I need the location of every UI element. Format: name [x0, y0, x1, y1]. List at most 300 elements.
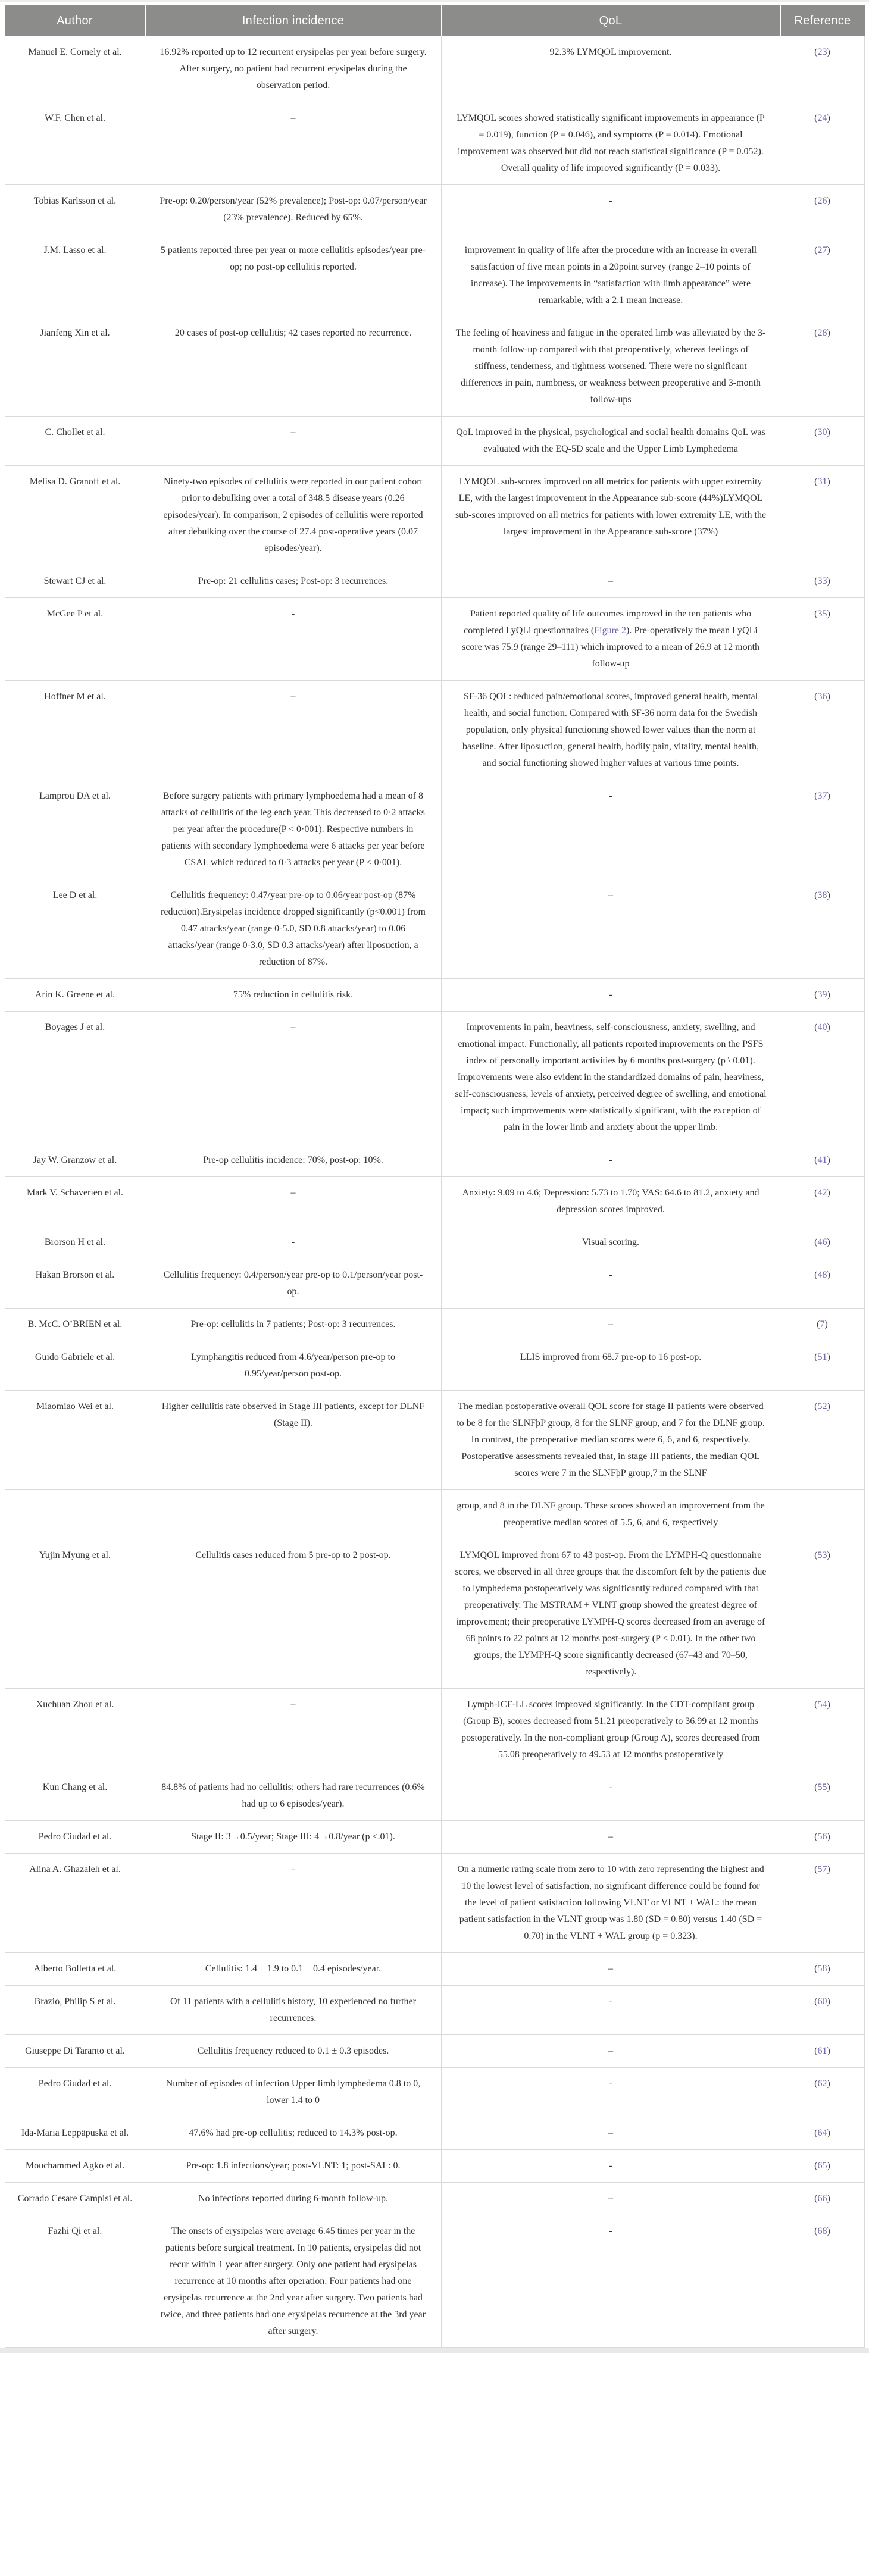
qol-text: - [609, 1155, 612, 1165]
qol-text: improvement in quality of life after the procedure with an increase in overall satisfaction of five mean points in a 20point survey (range 2–10 points of increase). The improvements in “satisfaction with limb appearance” were remarkable, with a 2.1 mean increase. [464, 245, 757, 305]
reference-paren-open: ( [814, 2193, 818, 2203]
qol-text: – [608, 1964, 613, 1974]
qol-text: LYMQOL improved from 67 to 43 post-op. From the LYMPH-Q questionnaire scores, we observed in all three groups that the discomfort felt by the patients due to lymphedema postoperatively was significantly reduced compared with that preoperatively. The MSTRAM + VLNT group showed the greatest degree of improvement; their preoperative LYMPH-Q scores decreased from an average of 68 points to 22 points at 12 months post-surgery (P < 0.01). In the other two groups, the LYMPH-Q score significantly decreased (67–43 and 70–50, respectively). [455, 1550, 767, 1677]
infection-incidence-text: Lymphangitis reduced from 4.6/year/person pre-op to 0.95/year/person post-op. [190, 1352, 395, 1379]
author-cell [5, 1953, 145, 1986]
infection-incidence-text: – [290, 1188, 296, 1198]
reference-link[interactable]: 58 [817, 1964, 827, 1974]
reference-link[interactable]: 39 [817, 990, 827, 1000]
reference-cell [780, 1177, 865, 1226]
reference-link[interactable]: 55 [817, 1782, 827, 1792]
table-row [5, 1177, 865, 1226]
reference-cell [780, 417, 865, 466]
reference-paren-close: ) [827, 245, 830, 255]
reference-paren-close: ) [827, 1699, 830, 1710]
qol-cell [442, 598, 780, 681]
table-row [5, 185, 865, 234]
table-row [5, 681, 865, 780]
infection-incidence-cell [145, 1144, 442, 1177]
reference-cell [780, 1341, 865, 1391]
infection-incidence-cell [145, 1854, 442, 1953]
author-name: Lee D et al. [52, 890, 98, 900]
author-name: Mouchammed Agko et al. [25, 2161, 125, 2171]
infection-incidence-text: Cellulitis frequency: 0.47/year pre-op to 0.06/year post-op (87% reduction).Erysipelas incidence dropped significantly (p<0.001) from 0.47 attacks/year (range 0-5.0, SD 0.8 attacks/year) to 0.06 attacks/year (range 0-3.0, SD 0.3 attacks/year) after liposuction, a reduction of 87%. [161, 890, 426, 967]
infection-incidence-cell [145, 1391, 442, 1490]
reference-paren-open: ( [814, 1699, 818, 1710]
table-row [5, 2215, 865, 2348]
author-name: J.M. Lasso et al. [43, 245, 107, 255]
infection-incidence-text: – [290, 427, 296, 437]
qol-text: - [609, 2161, 612, 2171]
column-header-author: Author [5, 5, 145, 36]
qol-cell [442, 1854, 780, 1953]
author-name: Tobias Karlsson et al. [33, 196, 117, 206]
infection-incidence-text: - [291, 1864, 295, 1874]
qol-text: – [608, 2128, 613, 2138]
author-cell [5, 1144, 145, 1177]
author-cell [5, 681, 145, 780]
table-row [5, 879, 865, 979]
infection-incidence-text: - [291, 609, 295, 619]
reference-cell [780, 1012, 865, 1144]
reference-paren-close: ) [827, 691, 830, 702]
reference-cell [780, 1689, 865, 1771]
qol-text: – [608, 1832, 613, 1842]
infection-incidence-text: 47.6% had pre-op cellulitis; reduced to 14.3% post-op. [189, 2128, 398, 2138]
table-row [5, 466, 865, 565]
reference-link[interactable]: 24 [817, 113, 827, 123]
reference-link[interactable]: 64 [817, 2128, 827, 2138]
infection-incidence-text: 20 cases of post-op cellulitis; 42 cases reported no recurrence. [174, 328, 412, 338]
qol-text: Patient reported quality of life outcomes improved in the ten patients who completed LyQLi questionnaires ( [464, 609, 752, 636]
infection-incidence-text: Pre-op: 1.8 infections/year; post-VLNT: 1; post-SAL: 0. [186, 2161, 401, 2171]
reference-paren-open: ( [814, 1022, 818, 1032]
reference-link[interactable]: 60 [817, 1996, 827, 2007]
infection-incidence-cell [145, 1309, 442, 1341]
author-cell [5, 2068, 145, 2117]
author-cell [5, 1986, 145, 2035]
reference-link[interactable]: 37 [817, 791, 827, 801]
author-name: B. McC. O’BRIEN et al. [27, 1319, 123, 1329]
qol-text: ). Pre-operatively the mean LyQLi score was 75.9 (range 29–111) which improved to a mean of 26.9 at 12 month follow-up [461, 625, 760, 669]
reference-link[interactable]: 30 [817, 427, 827, 437]
author-cell [5, 1341, 145, 1391]
reference-link[interactable]: 51 [817, 1352, 827, 1362]
reference-link[interactable]: 54 [817, 1699, 827, 1710]
reference-paren-close: ) [827, 1550, 830, 1560]
reference-link[interactable]: 33 [817, 576, 827, 586]
infection-incidence-cell [145, 1771, 442, 1821]
author-cell [5, 2150, 145, 2183]
author-name: Alina A. Ghazaleh et al. [29, 1864, 121, 1874]
qol-cell [442, 36, 780, 102]
reference-link[interactable]: 36 [817, 691, 827, 702]
reference-paren-open: ( [814, 691, 818, 702]
infection-incidence-cell [145, 879, 442, 979]
infection-incidence-cell [145, 1821, 442, 1854]
reference-paren-open: ( [814, 328, 818, 338]
author-cell [5, 1391, 145, 1490]
author-name: Brazio, Philip S et al. [34, 1996, 116, 2007]
reference-paren-close: ) [827, 113, 830, 123]
qol-cell [442, 1953, 780, 1986]
qol-cell [442, 1821, 780, 1854]
qol-cell [442, 2117, 780, 2150]
qol-cell [442, 1144, 780, 1177]
reference-link[interactable]: 38 [817, 890, 827, 900]
reference-paren-close: ) [827, 1022, 830, 1032]
reference-paren-close: ) [827, 990, 830, 1000]
reference-link[interactable]: 41 [817, 1155, 827, 1165]
infection-incidence-cell [145, 979, 442, 1012]
qol-text: Visual scoring. [582, 1237, 639, 1247]
reference-link[interactable]: 46 [817, 1237, 827, 1247]
reference-link[interactable]: 56 [817, 1832, 827, 1842]
table-row [5, 1539, 865, 1689]
author-cell [5, 780, 145, 879]
reference-link[interactable]: 23 [817, 47, 827, 57]
reference-cell [780, 1539, 865, 1689]
infection-incidence-cell [145, 1226, 442, 1259]
reference-paren-open: ( [814, 47, 818, 57]
reference-paren-open: ( [814, 1188, 818, 1198]
reference-cell [780, 185, 865, 234]
qol-cell [442, 1490, 780, 1539]
author-cell [5, 417, 145, 466]
reference-paren-close: ) [827, 2128, 830, 2138]
infection-incidence-text: 84.8% of patients had no cellulitis; others had rare recurrences (0.6% had up to 6 episodes/year). [161, 1782, 425, 1809]
reference-cell [780, 1771, 865, 1821]
author-cell [5, 1490, 145, 1539]
reference-paren-open: ( [814, 1782, 818, 1792]
reference-paren-open: ( [814, 1401, 818, 1411]
author-cell [5, 1539, 145, 1689]
infection-incidence-cell [145, 36, 442, 102]
infection-incidence-text: Number of episodes of infection Upper limb lymphedema 0.8 to 0, lower 1.4 to 0 [165, 2079, 421, 2105]
table-row [5, 317, 865, 417]
table-row [5, 234, 865, 317]
infection-incidence-text: Stage II: 3→0.5/year; Stage III: 4→0.8/year (p <.01). [191, 1832, 395, 1842]
reference-link[interactable]: 35 [817, 609, 827, 619]
qol-text: SF-36 QOL: reduced pain/emotional scores, improved general health, mental health, and social function. Compared with SF-36 norm data for the Swedish population, only physical functioning showed lower values than the norm at baseline. After liposuction, general health, bodily pain, vitality, mental health, and social functioning showed higher values at various time points. [462, 691, 759, 768]
reference-paren-close: ) [827, 1864, 830, 1874]
table-row [5, 1259, 865, 1309]
author-cell [5, 102, 145, 185]
table-row [5, 1226, 865, 1259]
qol-text: LYMQOL scores showed statistically significant improvements in appearance (P = 0.019), function (P = 0.046), and symptoms (P = 0.014). Emotional improvement was observed but did not reach statistical significance (P = 0.052). Overall quality of life improved significantly (P = 0.033). [457, 113, 765, 173]
reference-paren-open: ( [814, 1832, 818, 1842]
qol-cell [442, 185, 780, 234]
qol-text: The feeling of heaviness and fatigue in the operated limb was alleviated by the 3-month follow-up compared with that preoperatively, whereas feelings of stiffness, tenderness, and tightness worsened. There were no significant differences in pain, numbness, or weakness between preoperative and 3-month follow-ups [455, 328, 766, 405]
qol-cell [442, 2068, 780, 2117]
infection-incidence-text: Pre-op cellulitis incidence: 70%, post-op: 10%. [203, 1155, 383, 1165]
reference-paren-close: ) [827, 1782, 830, 1792]
table-row [5, 1490, 865, 1539]
reference-link[interactable]: 68 [817, 2226, 827, 2236]
reference-link[interactable]: 66 [817, 2193, 827, 2203]
qol-cell [442, 1689, 780, 1771]
reference-cell [780, 1821, 865, 1854]
infection-incidence-text: Higher cellulitis rate observed in Stage III patients, except for DLNF (Stage II). [161, 1401, 425, 1428]
reference-link[interactable]: 48 [817, 1270, 827, 1280]
reference-paren-open: ( [814, 1550, 818, 1560]
infection-incidence-cell [145, 1953, 442, 1986]
qol-cell [442, 1341, 780, 1391]
infection-incidence-cell [145, 1689, 442, 1771]
qol-cell [442, 417, 780, 466]
infection-incidence-text: 5 patients reported three per year or more cellulitis episodes/year pre-op; no post-op cellulitis reported. [160, 245, 426, 272]
infection-incidence-cell [145, 1539, 442, 1689]
infection-incidence-cell [145, 2183, 442, 2215]
reference-link[interactable]: 42 [817, 1188, 827, 1198]
author-name: Hoffner M et al. [44, 691, 106, 702]
reference-link[interactable]: 52 [817, 1401, 827, 1411]
infection-incidence-cell [145, 598, 442, 681]
infection-incidence-cell [145, 2035, 442, 2068]
author-name: Manuel E. Cornely et al. [28, 47, 122, 57]
author-name: C. Chollet et al. [45, 427, 105, 437]
infection-incidence-text: – [290, 113, 296, 123]
qol-cell [442, 780, 780, 879]
infection-incidence-cell [145, 2215, 442, 2348]
reference-paren-close: ) [827, 2226, 830, 2236]
author-name: Fazhi Qi et al. [48, 2226, 102, 2236]
reference-paren-close: ) [827, 2161, 830, 2171]
qol-text: Lymph-ICF-LL scores improved significantly. In the CDT-compliant group (Group B), scores decreased from 51.21 preoperatively to 36.99 at 12 months postoperatively. In the non-compliant group (Group A), scores decreased from 55.08 preoperatively to 49.53 at 12 months postoperatively [461, 1699, 760, 1760]
author-name: Melisa D. Granoff et al. [29, 477, 121, 487]
qol-cell [442, 1259, 780, 1309]
table-row [5, 1391, 865, 1490]
qol-cell [442, 2035, 780, 2068]
infection-incidence-cell [145, 102, 442, 185]
author-name: Hakan Brorson et al. [35, 1270, 115, 1280]
infection-incidence-text: Cellulitis frequency reduced to 0.1 ± 0.3 episodes. [197, 2046, 389, 2056]
infection-incidence-cell [145, 466, 442, 565]
reference-paren-close: ) [827, 47, 830, 57]
reference-paren-close: ) [827, 2046, 830, 2056]
reference-cell [780, 1309, 865, 1341]
reference-paren-open: ( [814, 1964, 818, 1974]
reference-cell [780, 1953, 865, 1986]
qol-cell [442, 879, 780, 979]
author-name: McGee P et al. [46, 609, 104, 619]
infection-incidence-text: Of 11 patients with a cellulitis history, 10 experienced no further recurrences. [170, 1996, 416, 2023]
table-row [5, 1012, 865, 1144]
author-name: Corrado Cesare Campisi et al. [17, 2193, 133, 2203]
page-top-strip [0, 0, 869, 2]
reference-cell [780, 681, 865, 780]
author-cell [5, 317, 145, 417]
author-cell [5, 1689, 145, 1771]
infection-incidence-cell [145, 234, 442, 317]
author-name: Xuchuan Zhou et al. [36, 1699, 114, 1710]
infection-incidence-text: Cellulitis frequency: 0.4/person/year pre-op to 0.1/person/year post-op. [163, 1270, 423, 1297]
table-row [5, 2068, 865, 2117]
author-name: Miaomiao Wei et al. [36, 1401, 114, 1411]
table-row [5, 1689, 865, 1771]
author-name: Mark V. Schaverien et al. [26, 1188, 124, 1198]
qol-text: 92.3% LYMQOL improvement. [549, 47, 672, 57]
reference-paren-open: ( [814, 1270, 818, 1280]
qol-cell [442, 1986, 780, 2035]
reference-paren-open: ( [814, 1237, 818, 1247]
table-row [5, 102, 865, 185]
reference-link[interactable]: 53 [817, 1550, 827, 1560]
qol-cell [442, 1226, 780, 1259]
reference-paren-close: ) [827, 1188, 830, 1198]
reference-paren-open: ( [814, 113, 818, 123]
table-row [5, 780, 865, 879]
qol-cell [442, 2215, 780, 2348]
reference-paren-open: ( [814, 1155, 818, 1165]
infection-incidence-text: - [291, 1237, 295, 1247]
qol-cell [442, 1012, 780, 1144]
reference-paren-close: ) [827, 1832, 830, 1842]
table-row [5, 1854, 865, 1953]
qol-cell [442, 681, 780, 780]
infection-incidence-text: Cellulitis cases reduced from 5 pre-op to 2 post-op. [195, 1550, 391, 1560]
reference-paren-close: ) [827, 427, 830, 437]
author-name: Boyages J et al. [45, 1022, 105, 1032]
author-cell [5, 2117, 145, 2150]
author-name: Guido Gabriele et al. [35, 1352, 115, 1362]
infection-incidence-cell [145, 780, 442, 879]
infection-incidence-cell [145, 2117, 442, 2150]
reference-paren-close: ) [827, 576, 830, 586]
infection-incidence-text: No infections reported during 6-month follow-up. [198, 2193, 389, 2203]
column-header-infection-incidence: Infection incidence [145, 5, 442, 36]
table-row [5, 1341, 865, 1391]
reference-cell [780, 2183, 865, 2215]
qol-cell [442, 1177, 780, 1226]
reference-paren-close: ) [827, 1401, 830, 1411]
reference-paren-close: ) [827, 890, 830, 900]
reference-link[interactable]: 40 [817, 1022, 827, 1032]
reference-paren-open: ( [814, 2161, 818, 2171]
infection-incidence-cell [145, 1490, 442, 1539]
table-row [5, 598, 865, 681]
reference-paren-open: ( [814, 245, 818, 255]
reference-paren-close: ) [827, 2193, 830, 2203]
table-row [5, 2150, 865, 2183]
table-row [5, 417, 865, 466]
reference-link[interactable]: 26 [817, 196, 827, 206]
reference-cell [780, 234, 865, 317]
qol-cell [442, 979, 780, 1012]
qol-text: - [609, 1996, 612, 2007]
reference-link[interactable]: 65 [817, 2161, 827, 2171]
author-cell [5, 565, 145, 598]
qol-text: - [609, 990, 612, 1000]
column-header-reference: Reference [780, 5, 865, 36]
author-cell [5, 979, 145, 1012]
reference-link[interactable]: 31 [817, 477, 827, 487]
author-cell [5, 1771, 145, 1821]
reference-cell [780, 979, 865, 1012]
qol-text: LLIS improved from 68.7 pre-op to 16 post-op. [520, 1352, 702, 1362]
qol-cell [442, 317, 780, 417]
author-cell [5, 1854, 145, 1953]
reference-paren-open: ( [814, 2046, 818, 2056]
reference-cell [780, 1986, 865, 2035]
author-cell [5, 2215, 145, 2348]
infection-incidence-cell [145, 2068, 442, 2117]
table-row [5, 2035, 865, 2068]
reference-cell [780, 2117, 865, 2150]
infection-incidence-text: 75% reduction in cellulitis risk. [233, 990, 354, 1000]
reference-paren-close: ) [827, 328, 830, 338]
infection-incidence-text: Pre-op: cellulitis in 7 patients; Post-op: 3 recurrences. [190, 1319, 396, 1329]
author-cell [5, 879, 145, 979]
reference-paren-close: ) [827, 609, 830, 619]
author-cell [5, 1226, 145, 1259]
reference-link[interactable]: 61 [817, 2046, 827, 2056]
reference-cell [780, 2150, 865, 2183]
author-name: Ida-Maria Leppäpuska et al. [21, 2128, 129, 2138]
author-cell [5, 2183, 145, 2215]
qol-text: – [608, 890, 613, 900]
reference-link[interactable]: 27 [817, 245, 827, 255]
table-row [5, 2183, 865, 2215]
reference-cell [780, 1226, 865, 1259]
page-bottom-strip [0, 2348, 869, 2353]
reference-cell [780, 2215, 865, 2348]
reference-paren-close: ) [827, 1237, 830, 1247]
author-name: Yujin Myung et al. [39, 1550, 111, 1560]
reference-paren-close: ) [827, 196, 830, 206]
infection-incidence-cell [145, 1177, 442, 1226]
infection-incidence-text: 16.92% reported up to 12 recurrent erysipelas per year before surgery. After surgery, no patient had recurrent erysipelas during the observation period. [160, 47, 427, 90]
reference-cell [780, 2035, 865, 2068]
table-row [5, 565, 865, 598]
table-row [5, 1144, 865, 1177]
qol-cell [442, 1539, 780, 1689]
qol-text: group, and 8 in the DLNF group. These scores showed an improvement from the preoperative median scores of 5.5, 6, and 6, respectively [457, 1501, 765, 1528]
reference-paren-close: ) [824, 1319, 828, 1329]
table-row [5, 1771, 865, 1821]
qol-cell [442, 565, 780, 598]
figure-2-link[interactable]: Figure 2 [594, 625, 627, 636]
qol-text: - [609, 2226, 612, 2236]
reference-paren-close: ) [827, 791, 830, 801]
table-row [5, 1953, 865, 1986]
author-cell [5, 185, 145, 234]
reference-link[interactable]: 57 [817, 1864, 827, 1874]
reference-link[interactable]: 7 [820, 1319, 825, 1329]
reference-cell [780, 565, 865, 598]
reference-paren-open: ( [814, 1352, 818, 1362]
author-cell [5, 1259, 145, 1309]
qol-text: The median postoperative overall QOL score for stage II patients were observed to be 8 for the SLNFþP group, 8 for the SLNF group, and 7 for the DLNF group. In contrast, the preoperative median scores were 6, 6, and 6, respectively. Postoperative assessments revealed that, in stage III patients, the median QOL scores were 7 in the SLNFþP group,7 in the SLNF [457, 1401, 765, 1478]
author-cell [5, 2035, 145, 2068]
qol-text: - [609, 196, 612, 206]
reference-cell [780, 36, 865, 102]
author-name: Brorson H et al. [44, 1237, 106, 1247]
qol-cell [442, 102, 780, 185]
author-name: Giuseppe Di Taranto et al. [25, 2046, 125, 2056]
qol-text: - [609, 2079, 612, 2089]
infection-incidence-cell [145, 1259, 442, 1309]
reference-link[interactable]: 28 [817, 328, 827, 338]
author-cell [5, 1177, 145, 1226]
reference-link[interactable]: 62 [817, 2079, 827, 2089]
reference-paren-close: ) [827, 1155, 830, 1165]
infection-incidence-text: – [290, 691, 296, 702]
reference-paren-close: ) [827, 1352, 830, 1362]
reference-paren-open: ( [814, 1996, 818, 2007]
qol-text: – [608, 1319, 613, 1329]
reference-cell [780, 1259, 865, 1309]
